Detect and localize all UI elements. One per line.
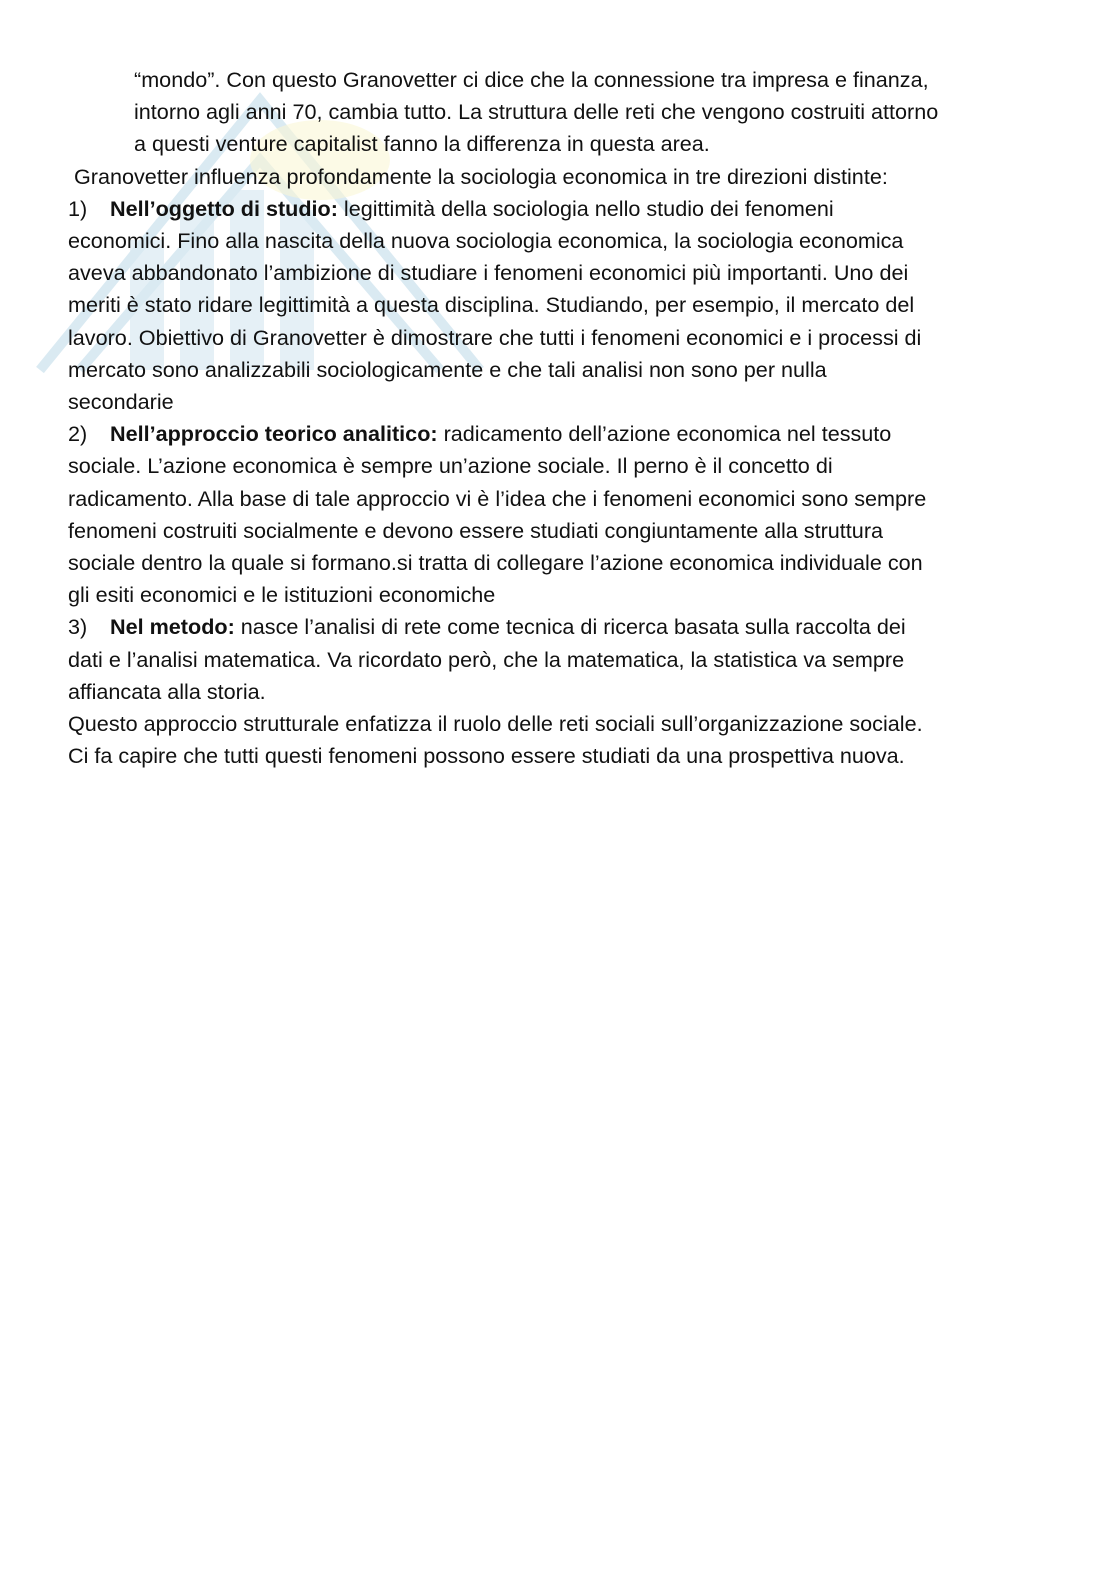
- list-item: [68, 193, 1058, 418]
- intro-line: intorno agli anni 70, cambia tutto. La struttura delle reti che vengono costruiti attorno: [134, 99, 939, 125]
- item-text-line: mercato sono analizzabili sociologicamente e che tali analisi non sono per nulla: [68, 356, 827, 382]
- item-number: 3): [68, 614, 88, 640]
- closing-line: Questo approccio strutturale enfatizza il ruolo delle reti sociali sull’organizzazione sociale.: [68, 711, 923, 737]
- item-text-line: meriti è stato ridare legittimità a questa disciplina. Studiando, per esempio, il mercato del: [68, 292, 915, 318]
- item-text-line: economici. Fino alla nascita della nuova sociologia economica, la sociologia economica: [68, 228, 904, 254]
- document-body: [68, 64, 1058, 772]
- item-text-line: radicamento. Alla base di tale approccio vi è l’idea che i fenomeni economici sono sempre: [68, 485, 927, 511]
- item-text-line: nasce l’analisi di rete come tecnica di ricerca basata sulla raccolta dei: [234, 614, 906, 640]
- list-item: [68, 611, 1058, 708]
- item-text-line: sociale dentro la quale si formano.si tratta di collegare l’azione economica individuale con: [68, 550, 923, 576]
- item-number: 2): [68, 421, 88, 447]
- closing-line: Ci fa capire che tutti questi fenomeni possono essere studiati da una prospettiva nuova.: [68, 743, 905, 769]
- item-text-line: lavoro. Obiettivo di Granovetter è dimostrare che tutti i fenomeni economici e i processi di: [68, 324, 922, 350]
- intro-line: “mondo”. Con questo Granovetter ci dice che la connessione tra impresa e finanza,: [134, 67, 929, 92]
- item-title: Nell’oggetto di studio:: [110, 195, 338, 221]
- item-text-line: gli esiti economici e le istituzioni economiche: [68, 582, 496, 608]
- closing-paragraph: [68, 708, 1058, 772]
- list-item: [68, 418, 1058, 611]
- item-text-line: legittimità della sociologia nello studio dei fenomeni: [337, 195, 834, 221]
- item-title: Nel metodo:: [110, 614, 235, 640]
- item-text-line: fenomeni costruiti socialmente e devono essere studiati congiuntamente alla struttura: [68, 517, 884, 543]
- item-text-line: aveva abbandonato l’ambizione di studiare i fenomeni economici più importanti. Uno dei: [68, 260, 909, 286]
- item-text-line: radicamento dell’azione economica nel tessuto: [437, 421, 892, 447]
- lead-sentence: Granovetter influenza profondamente la sociologia economica in tre direzioni distinte:: [74, 163, 888, 189]
- item-title: Nell’approccio teorico analitico:: [110, 421, 438, 447]
- item-text-line: dati e l’analisi matematica. Va ricordato però, che la matematica, la statistica va sempre: [68, 646, 905, 672]
- item-text-line: secondarie: [68, 389, 174, 415]
- intro-line: a questi venture capitalist fanno la differenza in questa area.: [134, 131, 710, 157]
- item-text-line: affiancata alla storia.: [68, 678, 266, 704]
- intro-paragraph: [68, 64, 1058, 161]
- item-number: 1): [68, 195, 88, 221]
- item-text-line: sociale. L’azione economica è sempre un’azione sociale. Il perno è il concetto di: [68, 453, 833, 479]
